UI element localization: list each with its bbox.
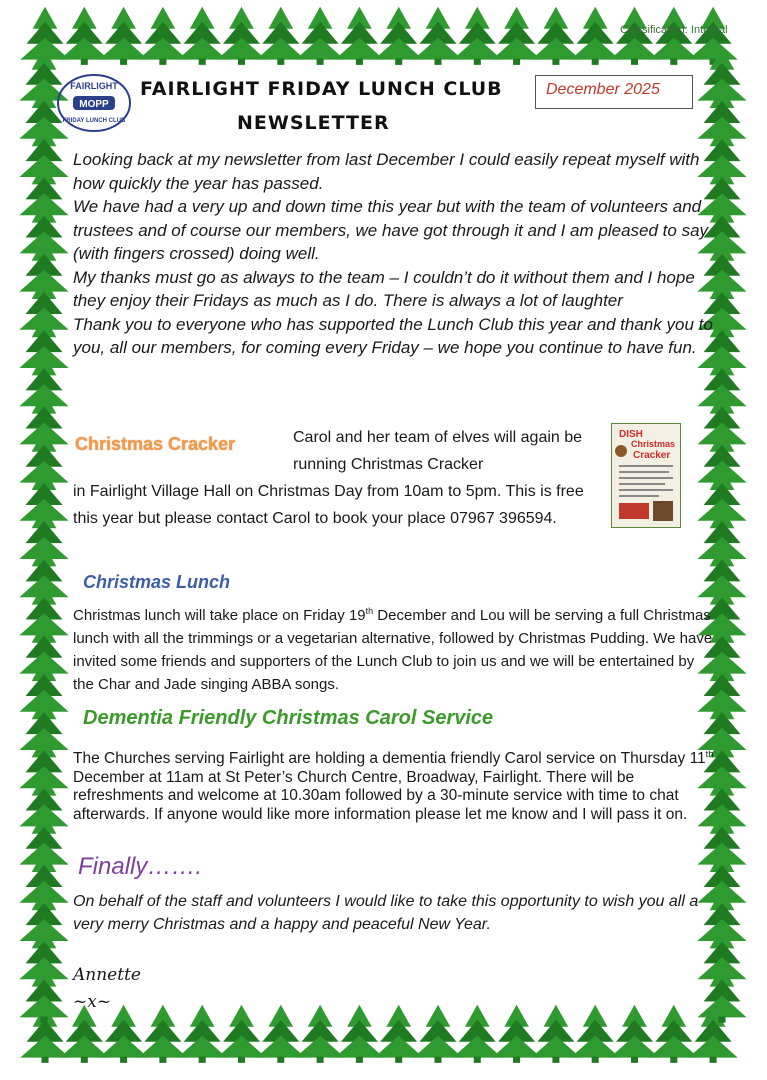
- cracker-text: [73, 424, 603, 532]
- christmas-tree-icon: [217, 7, 266, 65]
- intro-paragraph: We have had a very up and down time this year but with the team of volunteers and trustees and of course our members, we have got through it and I am pleased to say (with fingers crossed) doing well.: [73, 197, 709, 263]
- signature-name: Annette: [73, 965, 141, 985]
- christmas-tree-icon: [138, 7, 187, 65]
- christmas-tree-icon: [571, 7, 620, 65]
- christmas-tree-icon: [99, 7, 148, 65]
- intro-paragraph: Thank you to everyone who has supported the Lunch Club this year and thank you to you, all our members, for coming every Friday – we hope you continue to have fun.: [73, 314, 713, 357]
- christmas-tree-icon: [99, 1005, 148, 1063]
- christmas-tree-icon: [178, 7, 227, 65]
- intro-paragraph: Looking back at my newsletter from last December I could easily repeat myself with how quickly the year has passed.: [73, 150, 700, 193]
- signature-kiss: ~x~: [73, 992, 112, 1012]
- christmas-tree-icon: [295, 7, 344, 65]
- cracker-text-line1: Carol and her team of elves will again be running Christmas Cracker: [293, 429, 583, 473]
- newsletter-title-line2: NEWSLETTER: [237, 112, 390, 134]
- christmas-tree-icon: [217, 1005, 266, 1063]
- christmas-tree-icon: [531, 1005, 580, 1063]
- intro-paragraph: My thanks must go as always to the team – I couldn’t do it without them and I hope they enjoy their Fridays as much as I do. There is always a lot of laughter: [73, 267, 695, 310]
- dementia-text-part: The Churches serving Fairlight are holding a dementia friendly Carol service on Thursday 11: [73, 750, 706, 768]
- christmas-tree-icon: [295, 1005, 344, 1063]
- christmas-cracker-poster: [611, 423, 681, 528]
- christmas-tree-icon: [256, 7, 305, 65]
- finally-heading: Finally…….: [78, 853, 203, 880]
- christmas-tree-icon: [453, 1005, 502, 1063]
- svg-text:DISH: DISH: [619, 429, 643, 440]
- christmas-tree-icon: [571, 1005, 620, 1063]
- christmas-tree-icon: [374, 7, 423, 65]
- christmas-tree-icon: [413, 7, 462, 65]
- christmas-tree-icon: [610, 1005, 659, 1063]
- finally-text: On behalf of the staff and volunteers I would like to take this opportunity to wish you all a very merry Christmas and a happy and peaceful New Year.: [73, 893, 699, 933]
- cracker-heading: Christmas Cracker: [75, 434, 236, 454]
- date-box: December 2025: [535, 75, 693, 109]
- dementia-heading: Dementia Friendly Christmas Carol Service: [83, 707, 494, 729]
- lunch-heading: Christmas Lunch: [83, 572, 231, 592]
- christmas-tree-icon: [649, 1005, 698, 1063]
- christmas-tree-icon: [413, 1005, 462, 1063]
- christmas-tree-icon: [60, 1005, 109, 1063]
- lunch-text-part: Christmas lunch will take place on Friday 19: [73, 607, 366, 624]
- lunch-text-sup: th: [365, 606, 374, 616]
- newsletter-title-line1: FAIRLIGHT FRIDAY LUNCH CLUB: [140, 78, 503, 100]
- svg-text:Christmas: Christmas: [631, 439, 676, 449]
- christmas-tree-icon: [335, 1005, 384, 1063]
- intro-section: [73, 148, 718, 360]
- christmas-tree-icon: [492, 7, 541, 65]
- lunch-text: [73, 600, 713, 696]
- christmas-tree-icon: [138, 1005, 187, 1063]
- dementia-text-sup: th: [705, 749, 714, 759]
- christmas-tree-icon: [374, 1005, 423, 1063]
- christmas-tree-icon: [256, 1005, 305, 1063]
- club-logo: [55, 72, 133, 134]
- lunch-text-part: December and Lou will be serving a full Christmas lunch with all the trimmings or a vegetarian alternative, followed by Christmas Pudding. We have invited some friends and supporters of the Lunch Club to join us and we will be entertained by the Char and Jade singing ABBA songs.: [73, 607, 713, 693]
- svg-text:FRIDAY LUNCH CLUB: FRIDAY LUNCH CLUB: [62, 118, 126, 124]
- christmas-tree-icon: [60, 7, 109, 65]
- svg-text:FAIRLIGHT: FAIRLIGHT: [70, 81, 118, 91]
- christmas-tree-icon: [492, 1005, 541, 1063]
- christmas-tree-icon: [531, 7, 580, 65]
- christmas-tree-icon: [335, 7, 384, 65]
- cracker-text-line2: in Fairlight Village Hall on Christmas Day from 10am to 5pm. This is free this year but please contact Carol to book your place 07967 396594.: [73, 483, 584, 527]
- svg-text:Cracker: Cracker: [633, 450, 671, 461]
- classification-label: Classification: Internal: [620, 24, 728, 36]
- christmas-tree-icon: [178, 1005, 227, 1063]
- svg-text:MOPP: MOPP: [79, 99, 109, 110]
- dementia-text-part: December at 11am at St Peter’s Church Centre, Broadway, Fairlight. There will be refreshments and welcome at 10.30am followed by a 30-minute service with time to chat afterwards. If anyone would like more information please let me know and I will pass it on.: [73, 768, 688, 823]
- dementia-text: [73, 745, 718, 824]
- christmas-tree-icon: [453, 7, 502, 65]
